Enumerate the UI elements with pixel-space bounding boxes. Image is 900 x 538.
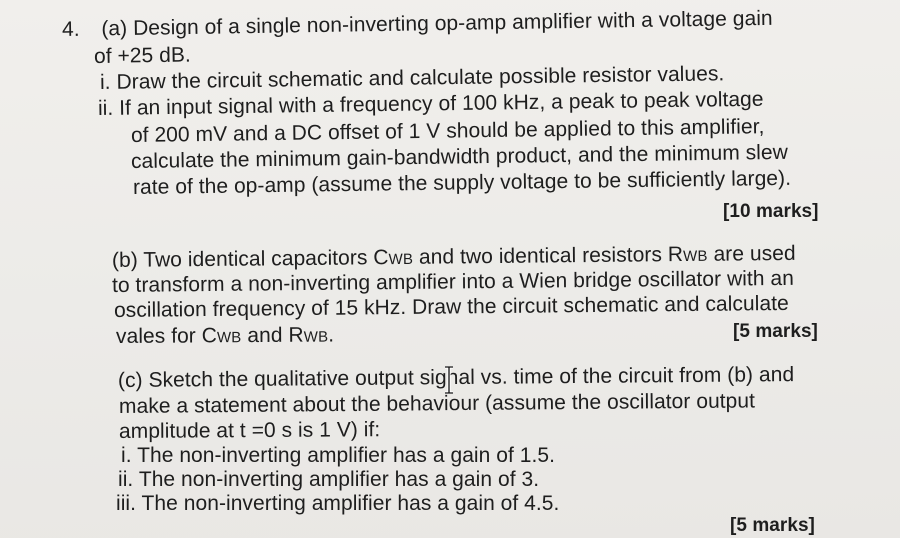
part-c-line-1: (c) Sketch the qualitative output signal vs. time of the circuit from (b) and bbox=[117, 363, 795, 392]
part-b-line-4-cwb-subscript: WB bbox=[216, 329, 242, 347]
part-b-line-4-text-c: . bbox=[328, 323, 335, 347]
part-a-marks: [10 marks] bbox=[723, 201, 819, 222]
part-a-item-ii-line-2: of 200 mV and a DC offset of 1 V should be applied to this amplifier, bbox=[130, 115, 765, 147]
part-a-item-i-text: Draw the circuit schematic and calculate possible resistor values. bbox=[116, 62, 725, 94]
part-b-line-4-text-a: vales for C bbox=[115, 324, 217, 348]
part-c-item-iii: iii. The non-inverting amplifier has a gain of 4.5. bbox=[116, 492, 560, 515]
part-a-title-line-1 bbox=[62, 7, 773, 42]
part-b-line-1-text-c: are used bbox=[707, 241, 796, 266]
question-number: 4. bbox=[61, 17, 80, 41]
part-b-line-2: to transform a non-inverting amplifier into a Wien bridge oscillator with an bbox=[111, 266, 795, 297]
part-b-cwb-subscript: WB bbox=[388, 250, 414, 269]
part-c-line-2: make a statement about the behaviour (assume the oscillator output bbox=[118, 389, 756, 418]
part-b-line-1-text-b: and two identical resistors R bbox=[412, 243, 684, 269]
part-a-item-ii-text-1: If an input signal with a frequency of 100 kHz, a peak to peak voltage bbox=[119, 87, 764, 120]
part-a-title-text: Design of a single non-inverting op-amp amplifier with a voltage gain bbox=[132, 6, 773, 40]
part-b-line-1-text-a: (b) Two identical capacitors C bbox=[111, 246, 389, 272]
part-b-line-4-rwb-subscript: WB bbox=[303, 328, 329, 346]
part-a-item-ii-line-3: calculate the minimum gain-bandwidth product, and the minimum slew bbox=[130, 140, 789, 173]
part-c-marks: [5 marks] bbox=[730, 515, 815, 536]
part-c-item-i: i. The non-inverting amplifier has a gain of 1.5. bbox=[121, 444, 555, 467]
part-a-item-i-label: i. bbox=[99, 70, 111, 94]
part-b-line-3: oscillation frequency of 15 kHz. Draw the circuit schematic and calculate bbox=[113, 291, 789, 322]
part-a-label: (a) bbox=[101, 16, 128, 41]
part-b-line-4 bbox=[116, 323, 334, 351]
text-cursor-icon bbox=[444, 366, 454, 394]
part-c-item-ii: ii. The non-inverting amplifier has a gain of 3. bbox=[118, 468, 540, 491]
part-a-title-line-2: of +25 dB. bbox=[93, 43, 191, 68]
part-a-item-ii-line-4: rate of the op-amp (assume the supply voltage to be sufficiently large). bbox=[132, 166, 792, 199]
part-c-line-3: amplitude at t =0 s is 1 V) if: bbox=[118, 418, 381, 443]
part-b-line-4-text-b: and R bbox=[241, 323, 304, 348]
part-b-rwb-subscript: WB bbox=[682, 247, 708, 266]
part-b-marks: [5 marks] bbox=[733, 321, 818, 342]
part-a-item-ii-label: ii. bbox=[97, 96, 114, 120]
